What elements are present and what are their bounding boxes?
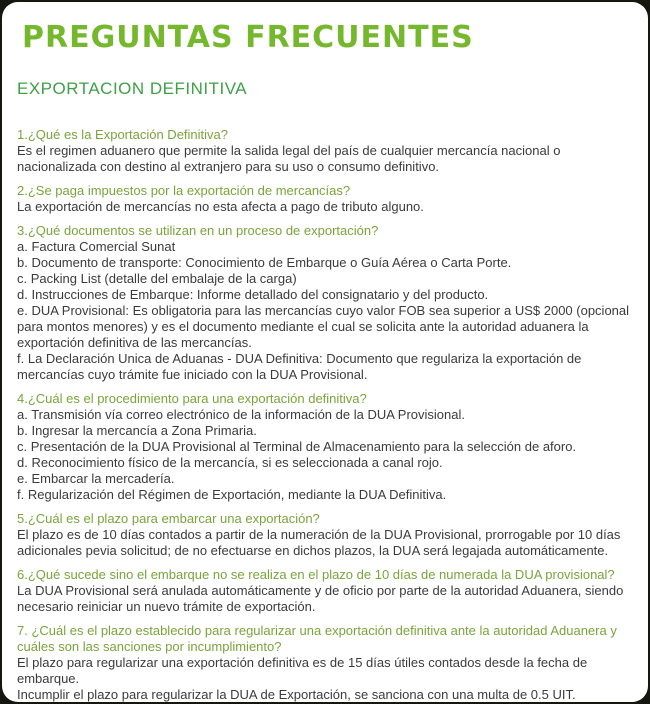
page-title: PREGUNTAS FRECUENTES bbox=[22, 20, 474, 55]
faq-answer bbox=[17, 239, 632, 383]
faq-item bbox=[17, 567, 632, 615]
faq-answer-line: a. Transmisión vía correo electrónico de la información de la DUA Provisional. bbox=[17, 407, 465, 422]
faq-item bbox=[17, 511, 632, 559]
faq-answer-line: La exportación de mercancías no esta afecta a pago de tributo alguno. bbox=[17, 199, 424, 214]
faq-answer bbox=[17, 407, 632, 503]
faq-answer-line: Incumplir el plazo para regularizar la DUA de Exportación, se sanciona con una multa de 0.5 UIT. bbox=[17, 687, 576, 702]
faq-list bbox=[17, 127, 632, 702]
faq-answer-line: Es el regimen aduanero que permite la salida legal del país de cualquier mercancía nacional o nacionalizada con destino al extranjero para su uso o consumo definitivo. bbox=[17, 143, 561, 174]
faq-answer-line: b. Documento de transporte: Conocimiento de Embarque o Guía Aérea o Carta Porte. bbox=[17, 255, 512, 270]
faq-question: 6.¿Qué sucede sino el embarque no se realiza en el plazo de 10 días de numerada la DUA provisional? bbox=[17, 567, 615, 582]
faq-answer bbox=[17, 655, 632, 702]
faq-answer-line: a. Factura Comercial Sunat bbox=[17, 239, 176, 254]
faq-question: 4.¿Cuál es el procedimiento para una exportación definitiva? bbox=[17, 391, 367, 406]
faq-answer bbox=[17, 527, 632, 559]
faq-item bbox=[17, 183, 632, 215]
faq-answer bbox=[17, 583, 632, 615]
faq-question: 3.¿Qué documentos se utilizan en un proceso de exportación? bbox=[17, 223, 379, 238]
faq-answer bbox=[17, 199, 632, 215]
faq-item bbox=[17, 391, 632, 503]
faq-answer-line: El plazo para regularizar una exportación definitiva es de 15 días útiles contados desde la fecha de embarque. bbox=[17, 655, 588, 686]
faq-answer-line: La DUA Provisional será anulada automáticamente y de oficio por parte de la autoridad Aduanera, siendo necesario reiniciar un nuevo trámite de exportación. bbox=[17, 583, 624, 614]
faq-answer-line: El plazo es de 10 días contados a partir de la numeración de la DUA Provisional, prorrogable por 10 días adicionales pevia solicitud; de no efectuarse en dichos plazos, la DUA será legajada automáticamente. bbox=[17, 527, 621, 558]
faq-answer-line: f. La Declaración Unica de Aduanas - DUA Definitiva: Documento que regulariza la exportación de mercancías cuyo trámite fue iniciado con la DUA Provisional. bbox=[17, 351, 582, 382]
faq-question: 2.¿Se paga impuestos por la exportación de mercancías? bbox=[17, 183, 351, 198]
faq-answer-line: f. Regularización del Régimen de Exportación, mediante la DUA Definitiva. bbox=[17, 487, 447, 502]
faq-item bbox=[17, 223, 632, 383]
faq-answer-line: d. Reconocimiento físico de la mercancía, si es seleccionada a canal rojo. bbox=[17, 455, 443, 470]
faq-answer-line: b. Ingresar la mercancía a Zona Primaria. bbox=[17, 423, 257, 438]
content-card bbox=[2, 2, 648, 702]
section-title: EXPORTACION DEFINITIVA bbox=[17, 79, 248, 98]
faq-answer-line: c. Packing List (detalle del embalaje de la carga) bbox=[17, 271, 297, 286]
faq-answer-line: c. Presentación de la DUA Provisional al Terminal de Almacenamiento para la selección de aforo. bbox=[17, 439, 577, 454]
faq-item bbox=[17, 623, 632, 702]
faq-item bbox=[17, 127, 632, 175]
faq-answer-line: e. Embarcar la mercadería. bbox=[17, 471, 175, 486]
faq-question: 5.¿Cuál es el plazo para embarcar una exportación? bbox=[17, 511, 320, 526]
faq-question: 1.¿Qué es la Exportación Definitiva? bbox=[17, 127, 228, 142]
faq-answer bbox=[17, 143, 632, 175]
faq-answer-line: e. DUA Provisional: Es obligatoria para las mercancías cuyo valor FOB sea superior a US$ 2000 (opcional para montos menores) y es el documento mediante el cual se solicita ante la autoridad aduanera la exportación definitiva de las mercancías. bbox=[17, 303, 630, 350]
faq-question: 7. ¿Cuál es el plazo establecido para regularizar una exportación definitiva ante la autoridad Aduanera y cuáles son las sanciones por incumplimiento? bbox=[17, 623, 617, 654]
faq-answer-line: d. Instrucciones de Embarque: Informe detallado del consignatario y del producto. bbox=[17, 287, 489, 302]
